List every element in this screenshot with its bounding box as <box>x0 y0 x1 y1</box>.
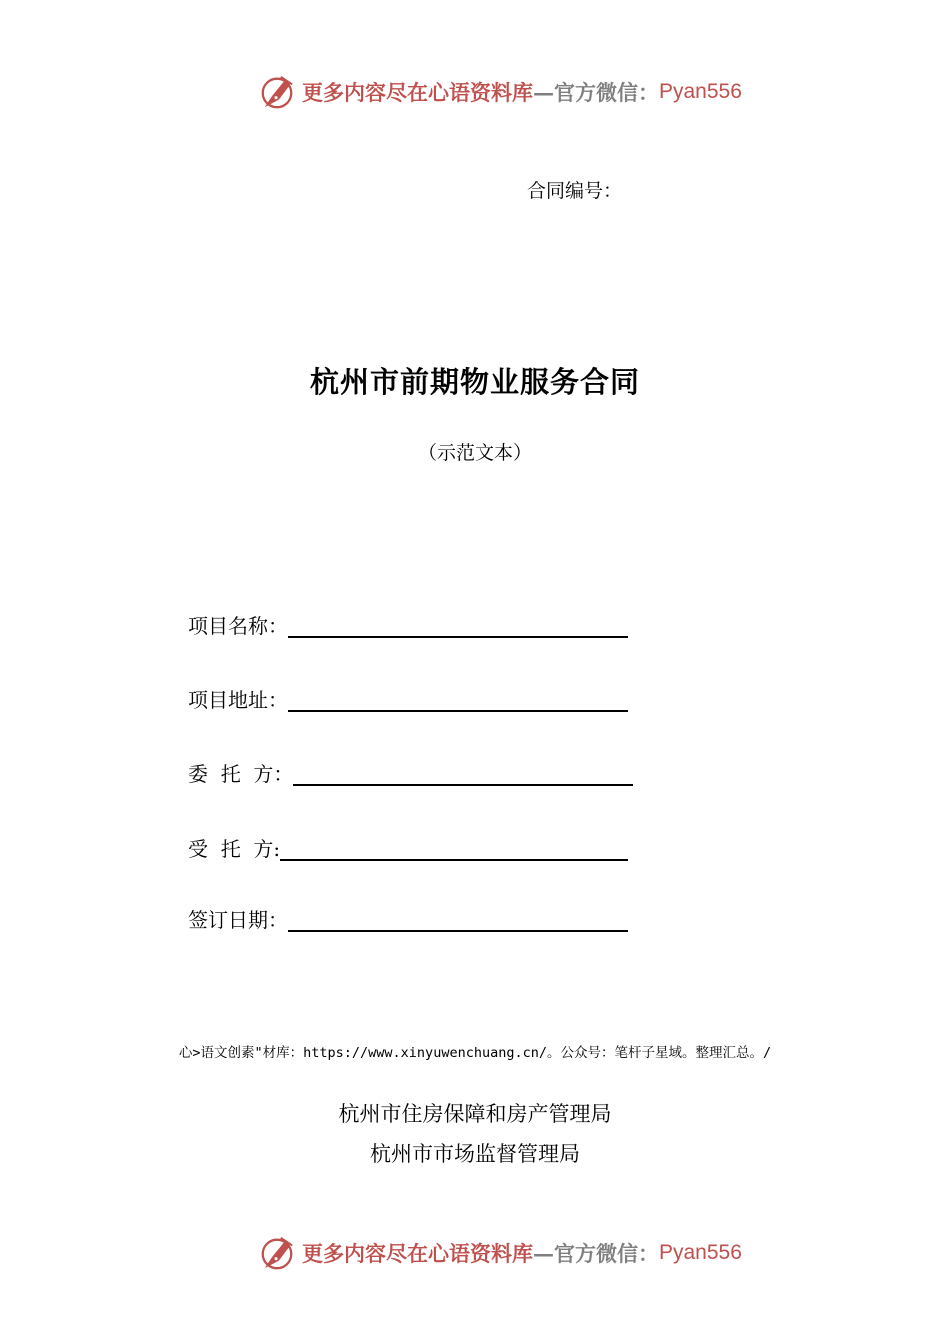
contract-number-label: 合同编号： <box>527 180 623 202</box>
document-subtitle: （示范文本） <box>417 442 532 464</box>
field-project-address <box>188 684 628 714</box>
banner-wechat-label: —官方微信： <box>533 80 659 105</box>
banner-site-text: 更多内容尽在心语资料库 <box>302 1241 533 1266</box>
issuer-housing-bureau: 杭州市住房保障和房产管理局 <box>338 1102 612 1126</box>
document-title: 杭州市前期物业服务合同 <box>309 365 640 399</box>
banner-wechat-id: Pyan556 <box>659 80 742 103</box>
field-label: 受 托 方: <box>188 837 281 861</box>
banner-wechat-label: —官方微信： <box>533 1241 659 1266</box>
source-note: 心>语文创素"材库：https://www.xinyuwenchuang.cn/。公众号：笔杆子星域。整理汇总。/ <box>178 1045 772 1061</box>
field-sign-date <box>188 904 628 934</box>
field-label: 项目地址： <box>188 688 288 712</box>
field-blank-line <box>293 784 633 786</box>
field-client <box>188 758 633 788</box>
banner-wechat-id: Pyan556 <box>659 1241 742 1264</box>
pen-nib-logo-icon <box>258 73 296 111</box>
footer-watermark-banner <box>258 1231 742 1275</box>
field-label: 签订日期： <box>188 908 288 932</box>
header-watermark-banner <box>258 70 742 114</box>
field-project-name <box>188 610 628 640</box>
field-contractor <box>188 833 628 863</box>
field-blank-line <box>288 636 628 638</box>
issuer-market-bureau: 杭州市市场监督管理局 <box>370 1142 580 1166</box>
field-label: 项目名称： <box>188 614 288 638</box>
pen-nib-logo-icon <box>258 1234 296 1272</box>
field-blank-line <box>280 859 628 861</box>
banner-site-text: 更多内容尽在心语资料库 <box>302 80 533 105</box>
field-blank-line <box>288 710 628 712</box>
field-label: 委 托 方： <box>188 762 294 786</box>
field-blank-line <box>288 930 628 932</box>
